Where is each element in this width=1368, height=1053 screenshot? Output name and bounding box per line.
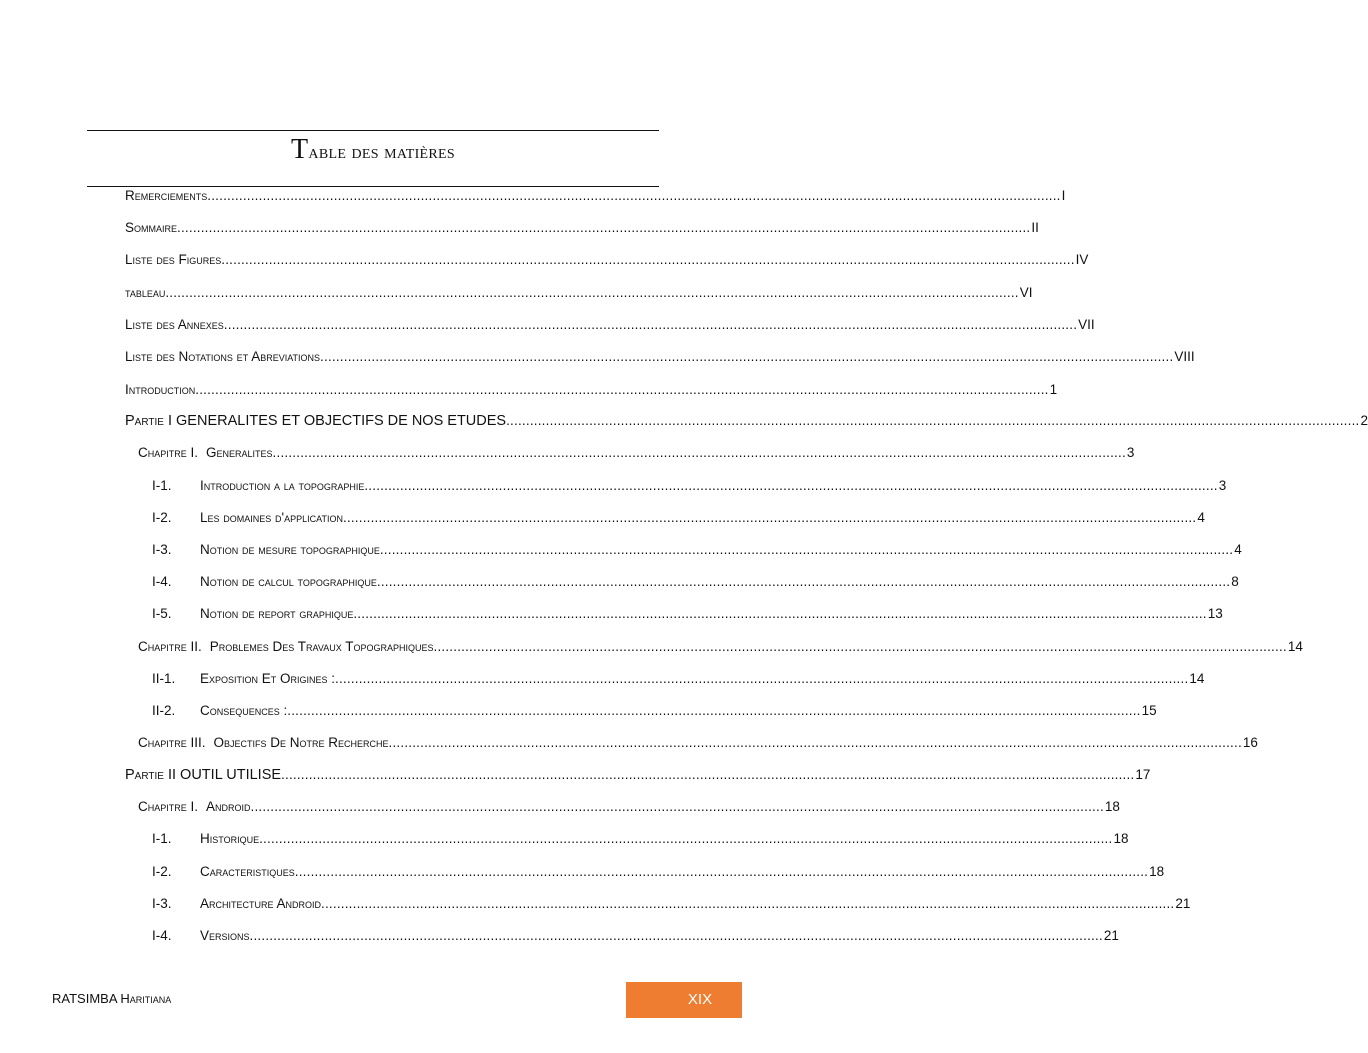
toc-entry-label: Notion de calcul topographique xyxy=(200,574,377,589)
toc-page-number: I xyxy=(1061,188,1066,203)
toc-leader-group xyxy=(165,283,1032,303)
toc-entry[interactable] xyxy=(138,797,1120,817)
toc-entry[interactable] xyxy=(125,283,1033,303)
toc-entry-label: Historique xyxy=(200,831,260,846)
toc-dot-leader xyxy=(224,315,1077,335)
toc-entry[interactable] xyxy=(138,733,1258,753)
toc-entry-label: Architecture Android xyxy=(200,896,322,911)
toc-chapter-number: Chapitre I. xyxy=(138,445,199,460)
toc-dot-leader xyxy=(287,701,1140,721)
toc-entry-label: Caracteristiques xyxy=(200,864,295,879)
toc-entry-label: Sommaire xyxy=(125,220,178,235)
toc-entry-label: Consequences : xyxy=(200,703,288,718)
toc-chapter-number: Chapitre III. xyxy=(138,735,206,750)
toc-section-number: I-1. xyxy=(152,478,172,493)
toc-page-number: VI xyxy=(1019,285,1033,300)
toc-entry-label: Objectifs De Notre Recherche xyxy=(213,735,389,750)
toc-section-number: II-1. xyxy=(152,671,176,686)
toc-leader-group xyxy=(281,765,1150,785)
toc-page-number: 3 xyxy=(1218,478,1227,493)
title-initial: T xyxy=(291,134,309,165)
toc-dot-leader xyxy=(251,797,1104,817)
toc-chapter-number: Chapitre II. xyxy=(138,639,202,654)
toc-section-number: I-2. xyxy=(152,510,172,525)
toc-page-number: 16 xyxy=(1242,735,1258,750)
toc-entry-label: Partie I GENERALITES ET OBJECTIFS DE NOS ETUDES xyxy=(125,413,507,429)
toc-entry[interactable] xyxy=(152,926,1119,946)
toc-dot-leader xyxy=(335,669,1188,689)
toc-page-number: VII xyxy=(1078,317,1095,332)
toc-entry-label: Problemes Des Travaux Topographiques xyxy=(209,639,434,654)
toc-entry-label: Versions xyxy=(200,928,250,943)
toc-dot-leader xyxy=(195,380,1048,400)
toc-entry-label: Introduction a la topographie xyxy=(200,478,365,493)
toc-entry-label: Liste des Notations et Abreviations xyxy=(125,349,321,364)
toc-section-number: I-2. xyxy=(152,864,172,879)
toc-dot-leader xyxy=(320,347,1173,367)
toc-entry[interactable] xyxy=(125,765,1151,785)
toc-entry-label: Introduction xyxy=(125,382,196,397)
toc-entry[interactable] xyxy=(125,411,1368,431)
toc-page-number: II xyxy=(1031,220,1039,235)
toc-dot-leader xyxy=(506,411,1359,431)
toc-entry[interactable] xyxy=(152,604,1223,624)
toc-leader-group xyxy=(195,380,1057,400)
toc-entry-label: Notion de report graphique xyxy=(200,606,354,621)
toc-entry[interactable] xyxy=(152,829,1129,849)
toc-dot-leader xyxy=(380,540,1233,560)
toc-chapter-number: Chapitre I. xyxy=(138,799,199,814)
toc-page-number: 1 xyxy=(1049,382,1058,397)
toc-section-number: I-1. xyxy=(152,831,172,846)
page-number-tab xyxy=(626,982,742,1018)
title-rest: able des matières xyxy=(308,141,455,163)
toc-page-number: 21 xyxy=(1103,928,1119,943)
toc-entry[interactable] xyxy=(125,315,1095,335)
toc-page-number: 2 xyxy=(1360,413,1368,428)
toc-leader-group xyxy=(207,186,1065,206)
toc-leader-group xyxy=(320,347,1195,367)
toc-page-number: 17 xyxy=(1135,767,1151,782)
toc-leader-group xyxy=(221,250,1088,270)
toc-entry[interactable] xyxy=(152,894,1191,914)
toc-dot-leader xyxy=(389,733,1242,753)
toc-entry[interactable] xyxy=(152,669,1205,689)
toc-page-number: 14 xyxy=(1189,671,1205,686)
toc-entry-label: Liste des Figures xyxy=(125,252,222,267)
toc-section-number: I-4. xyxy=(152,928,172,943)
toc-section-number: I-5. xyxy=(152,606,172,621)
toc-entry-label: Partie II OUTIL UTILISE xyxy=(125,767,282,783)
toc-entry[interactable] xyxy=(152,476,1227,496)
toc-section-number: I-3. xyxy=(152,542,172,557)
toc-entry[interactable] xyxy=(152,862,1165,882)
toc-page-number: 14 xyxy=(1287,639,1303,654)
toc-leader-group xyxy=(177,218,1039,238)
toc-dot-leader xyxy=(259,829,1112,849)
toc-dot-leader xyxy=(353,604,1206,624)
toc-entry-label: tableau xyxy=(125,285,166,300)
toc-entry-label: Exposition Et Origines : xyxy=(200,671,336,686)
toc-page-number: 13 xyxy=(1207,606,1223,621)
toc-dot-leader xyxy=(165,283,1018,303)
toc-section-number: I-3. xyxy=(152,896,172,911)
toc-section-number: I-4. xyxy=(152,574,172,589)
toc-dot-leader xyxy=(273,443,1126,463)
toc-dot-leader xyxy=(343,508,1196,528)
toc-dot-leader xyxy=(281,765,1134,785)
toc-dot-leader xyxy=(221,250,1074,270)
toc-page-number: 21 xyxy=(1175,896,1191,911)
toc-entry-label: Android xyxy=(206,799,251,814)
page-number: XIX xyxy=(687,991,713,1008)
toc-entry[interactable] xyxy=(125,186,1066,206)
toc-leader-group xyxy=(506,411,1368,431)
toc-entry-label: Les domaines d'application xyxy=(200,510,343,525)
toc-dot-leader xyxy=(377,572,1230,592)
toc-dot-leader xyxy=(250,926,1103,946)
toc-entry-label: Remerciements xyxy=(125,188,208,203)
toc-leader-group xyxy=(224,315,1095,335)
toc-dot-leader xyxy=(177,218,1030,238)
toc-page-number: 18 xyxy=(1104,799,1120,814)
toc-page-number: 15 xyxy=(1141,703,1157,718)
toc-entry-label: Generalites xyxy=(206,445,273,460)
toc-dot-leader xyxy=(434,637,1287,657)
toc-page-number: 4 xyxy=(1197,510,1205,525)
toc-entry[interactable] xyxy=(152,572,1239,592)
toc-dot-leader xyxy=(364,476,1217,496)
toc-entry[interactable] xyxy=(125,250,1089,270)
toc-entry-label: Notion de mesure topographique xyxy=(200,542,380,557)
toc-section-number: II-2. xyxy=(152,703,176,718)
toc-page-number: IV xyxy=(1075,252,1089,267)
toc-entry[interactable] xyxy=(152,701,1157,721)
toc-entry[interactable] xyxy=(138,637,1303,657)
toc-entry-label: Liste des Annexes xyxy=(125,317,224,332)
toc-dot-leader xyxy=(321,894,1174,914)
toc-entry[interactable] xyxy=(125,380,1058,400)
toc-entry[interactable] xyxy=(138,443,1135,463)
toc-page-number: VIII xyxy=(1174,349,1195,364)
toc-page-number: 18 xyxy=(1149,864,1165,879)
toc-dot-leader xyxy=(295,862,1148,882)
toc-page-number: 3 xyxy=(1126,445,1135,460)
toc-entry[interactable] xyxy=(152,540,1242,560)
toc-page-number: 18 xyxy=(1113,831,1129,846)
toc-page-number: 8 xyxy=(1231,574,1239,589)
toc-entry[interactable] xyxy=(125,218,1039,238)
toc-entry[interactable] xyxy=(125,347,1195,367)
toc-dot-leader xyxy=(207,186,1060,206)
toc-entry[interactable] xyxy=(152,508,1205,528)
footer-author: RATSIMBA Haritiana xyxy=(52,991,172,1006)
toc-page-number: 4 xyxy=(1234,542,1242,557)
